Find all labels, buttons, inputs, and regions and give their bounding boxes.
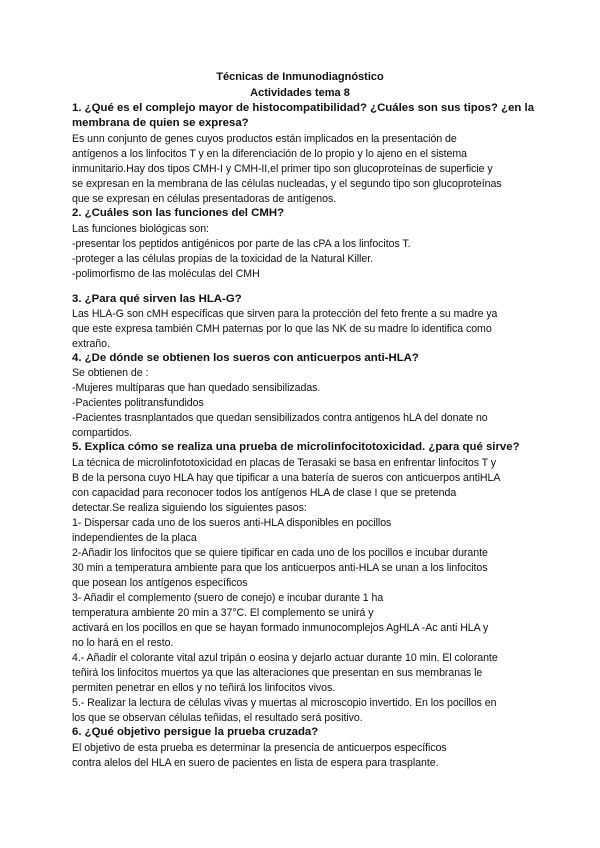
answer-5-line: activará en los pocillos en que se hayan formado inmunocomplejos AgHLA -Ac anti HLA y (72, 622, 489, 634)
answer-1-line: Es unn conjunto de genes cuyos productos están implicados en la presentación de (72, 133, 457, 145)
answer-2-line: -presentar los peptidos antigénicos por parte de las cPA a los linfocitos T. (72, 238, 411, 250)
answer-5-line: con capacidad para reconocer todos los antígenos HLA de clase I que se pretenda (72, 487, 457, 499)
answer-3-line: extraño. (72, 338, 110, 350)
document-title: Técnicas de Inmunodiagnóstico (216, 71, 384, 83)
answer-5-line: 1- Dispersar cada uno de los sueros anti-HLA disponibles en pocillos (72, 517, 392, 529)
answer-4-line: compartidos. (72, 427, 133, 439)
answer-5-line: 4.- Añadir el colorante vital azul tripán o eosina y dejarlo actuar durante 10 min. El colorante (72, 652, 498, 664)
answer-4-line: -Pacientes trasnplantados que quedan sensibilizados contra antigenos hLA del donate no (72, 412, 488, 424)
answer-2-line: Las funciones biológicas son: (72, 223, 209, 235)
question-3: 3. ¿Para qué sirven las HLA-G? (72, 293, 242, 305)
answer-5-line: 3- Añadir el complemento (suero de conejo) e incubar durante 1 ha (72, 592, 384, 604)
answer-5-line: temperatura ambiente 20 min a 37°C. El complemento se unirá y (72, 607, 374, 619)
answer-6-line: contra alelos del HLA en suero de pacientes en lista de espera para trasplante. (72, 757, 439, 769)
answer-5-line: que posean los antígenos específicos (72, 577, 248, 589)
answer-1-line: inmunitario.Hay dos tipos CMH-I y CMH-II,el primer tipo son glucoproteínas de superficie y (72, 163, 493, 175)
answer-5-line: teñirá los linfocitos muertos ya que las alteraciones que presentan en sus membranas le (72, 667, 483, 679)
document-subtitle: Actividades tema 8 (250, 87, 350, 99)
question-6: 6. ¿Qué objetivo persigue la prueba cruzada? (72, 726, 319, 738)
answer-5-line: La técnica de microlinfototoxicidad en placas de Terasaki se basa en enfrentar linfocitos T y (72, 457, 497, 469)
answer-5-line: 5.- Realizar la lectura de células vivas y muertas al microscopio invertido. En los pocillos en (72, 697, 497, 709)
answer-6-line: El objetivo de esta prueba es determinar la presencia de anticuerpos específicos (72, 742, 447, 754)
answer-1-line: antígenos a los linfocitos T y en la diferenciación de lo propio y lo ajeno en el sistema (72, 148, 468, 160)
answer-2-line: -polimorfismo de las moléculas del CMH (72, 268, 260, 280)
answer-4-line: -Pacientes politransfundidos (72, 397, 204, 409)
answer-5-line: los que se observan células teñidas, el resultado será positivo. (72, 712, 363, 724)
answer-4-line: Se obtienen de : (72, 367, 149, 379)
question-1-line-2: membrana de quien se expresa? (72, 117, 249, 129)
answer-5-line: independientes de la placa (72, 532, 197, 544)
answer-5-line: permiten penetrar en ellos y no teñirá los linfocitos vivos. (72, 682, 336, 694)
question-2: 2. ¿Cuáles son las funciones del CMH? (72, 207, 285, 219)
answer-5-line: detectar.Se realiza siguiendo los siguientes pasos: (72, 502, 307, 514)
answer-3-line: que este expresa también CMH paternas por lo que las NK de su madre lo identifica como (72, 323, 492, 335)
answer-4-line: -Mujeres multíparas que han quedado sensibilizadas. (72, 382, 321, 394)
answer-3-line: Las HLA-G son cMH específicas que sirven para la protección del feto frente a su madre ya (72, 308, 498, 320)
question-1-line-1: 1. ¿Qué es el complejo mayor de histocompatibilidad? ¿Cuáles son sus tipos? ¿en la (72, 102, 535, 114)
question-4: 4. ¿De dónde se obtienen los sueros con anticuerpos anti-HLA? (72, 352, 419, 364)
answer-5-line: B de la persona cuyo HLA hay que tipificar a una batería de sueros con anticuerpos antiHLA (72, 472, 501, 484)
answer-1-line: se expresan en la membrana de las células nucleadas, y el segundo tipo son glucoproteínas (72, 178, 502, 190)
answer-2-line: -proteger a las células propias de la toxicidad de la Natural Killer. (72, 253, 373, 265)
answer-5-line: 30 min a temperatura ambiente para que los anticuerpos anti-HLA se unan a los linfocitos (72, 562, 488, 574)
answer-1-line: que se expresan en células presentadoras de antígenos. (72, 193, 337, 205)
answer-5-line: 2-Añadir los linfocitos que se quiere tipificar en cada uno de los pocillos e incubar durante (72, 547, 488, 559)
answer-5-line: no lo hará en el resto. (72, 637, 174, 649)
question-5: 5. Explica cómo se realiza una prueba de microlinfocitotoxicidad. ¿para qué sirve? (72, 441, 520, 453)
